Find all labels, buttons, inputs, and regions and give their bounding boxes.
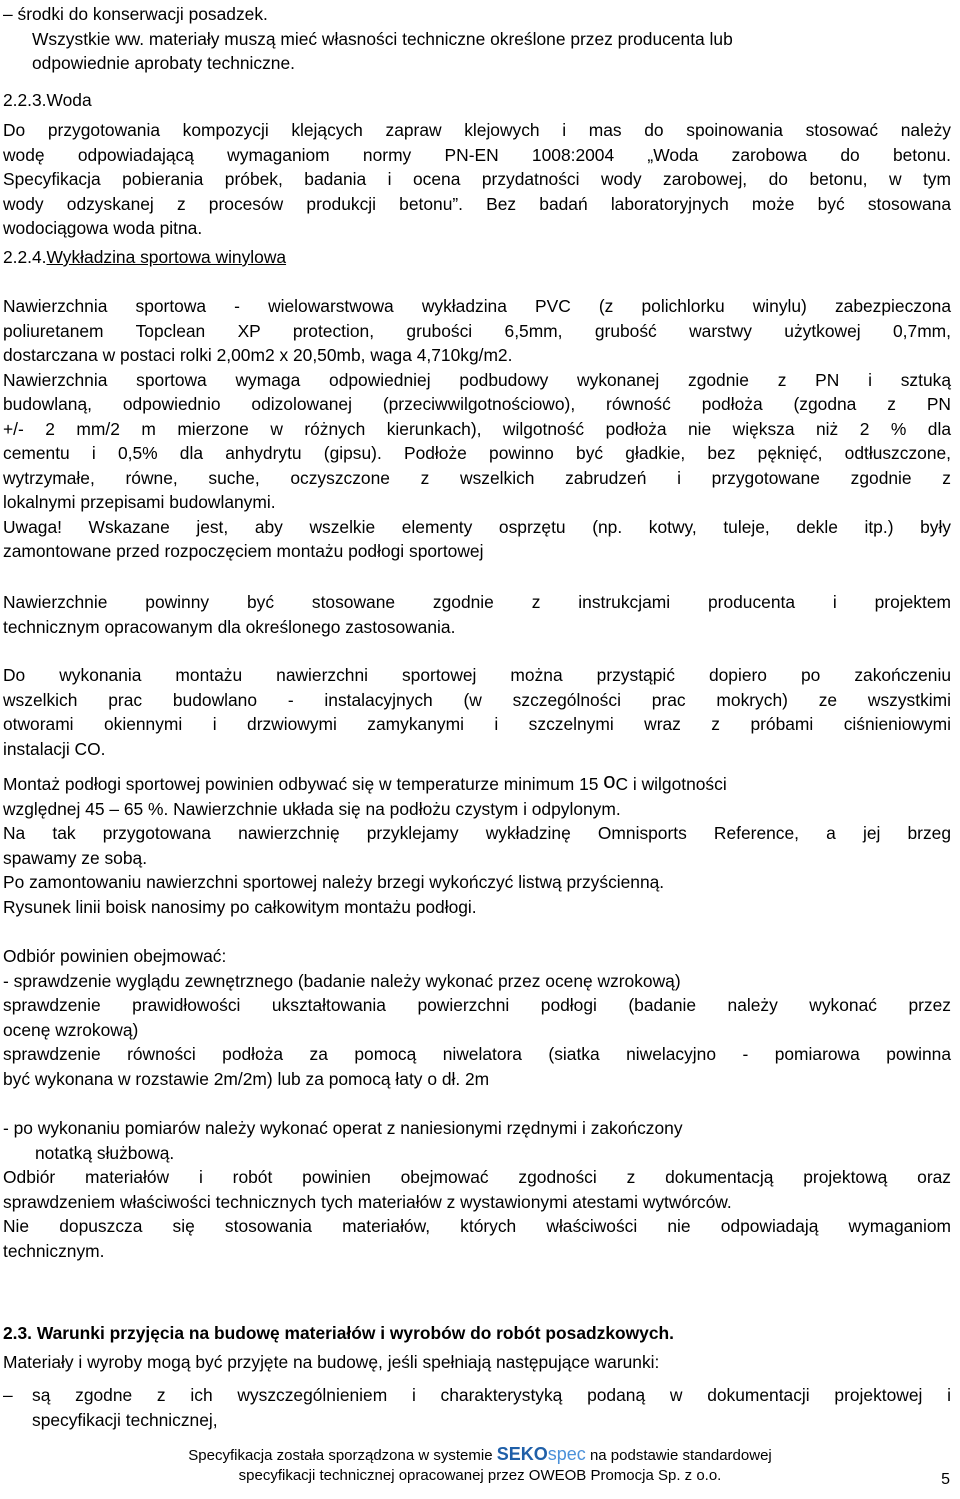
- paragraph-conditions: [3, 1350, 951, 1375]
- text-line: Po zamontowaniu nawierzchni sportowej należy brzegi wykończyć listwą przyścienną.: [3, 872, 665, 892]
- list-item: - po wykonaniu pomiarów należy wykonać operat z naniesionymi rzędnymi i zakończony: [3, 1118, 683, 1138]
- list-item: – środki do konserwacji posadzek.: [3, 4, 268, 24]
- text-line: +/- 2 mm/2 m mierzone w różnych kierunkach), wilgotność podłoża nie większa niż 2 % dla: [3, 418, 951, 439]
- text-line: Uwaga! Wskazane jest, aby wszelkie elementy osprzętu (np. kotwy, tuleje, dekle itp.) były: [3, 516, 951, 537]
- text-line: instalacji CO.: [3, 738, 106, 759]
- text-line: Nawierzchnie powinny być stosowane zgodnie z instrukcjami producenta i projektem: [3, 592, 951, 612]
- text-line: specyfikacji technicznej,: [32, 1409, 218, 1430]
- paragraph-materials: [3, 2, 951, 76]
- list-item: - sprawdzenie wyglądu zewnętrznego (badanie należy wykonać przez ocenę wzrokową): [3, 970, 681, 991]
- section-title: 2.3. Warunki przyjęcia na budowę materiałów i wyrobów do robót posadzkowych.: [3, 1323, 674, 1343]
- text-line: Na tak przygotowana nawierzchnię przyklejamy wykładzinę Omnisports Reference, a jej brzeg: [3, 823, 951, 843]
- text-line: Odbiór powinien obejmować:: [3, 946, 227, 966]
- list-conditions: [3, 1383, 951, 1432]
- text-line: ocenę wzrokową): [3, 1019, 139, 1040]
- text-line: wszelkich prac budowlano - instalacyjnych (w szczególności prac mokrych) ze wszystkimi: [3, 689, 951, 710]
- text-line: być wykonana w rozstawie 2m/2m) lub za pomocą łaty o dł. 2m: [3, 1068, 490, 1089]
- paragraph-temperature: [3, 768, 951, 919]
- section-title: Woda: [46, 90, 92, 110]
- paragraph-acceptance: [3, 944, 951, 1091]
- text-line: wytrzymałe, równe, suche, oczyszczone z wszelkich zabrudzeń i przygotowane zgodnie z: [3, 467, 951, 488]
- paragraph-measurements: [3, 1116, 951, 1165]
- section-number: 2.2.4.: [3, 247, 47, 267]
- text-line: Do wykonania montażu nawierzchni sportowej można przystąpić dopiero po zakończeniu: [3, 665, 951, 685]
- text-line: spawamy ze sobą.: [3, 847, 148, 868]
- text-line: Montaż podłogi sportowej powinien odbywać się w temperaturze minimum 15 $^o$C i wilgotności: [3, 768, 727, 794]
- text-line: względnej 45 – 65 %. Nawierzchnie układa się na podłożu czystym i odpylonym.: [3, 798, 621, 819]
- text-line: wody odzyskanej z procesów produkcji betonu”. Bez badań laboratoryjnych może być stosowana: [3, 193, 951, 214]
- text-line: budowlaną, odpowiednio odizolowanej (przeciwwilgotnościowo), równość podłoża (zgodna z PN: [3, 394, 951, 414]
- text-line: Nawierzchnia sportowa wymaga odpowiedniej podbudowy wykonanej zgodnie z PN i sztuką: [3, 369, 951, 390]
- text-line: notatką służbową.: [35, 1142, 175, 1163]
- text-line: lokalnymi przepisami budowlanymi.: [3, 492, 276, 512]
- paragraph-water: [3, 118, 951, 241]
- paragraph-conformity: [3, 1165, 951, 1263]
- list-dash: –: [3, 1385, 13, 1405]
- text-line: Rysunek linii boisk nanosimy po całkowitym montażu podłogi.: [3, 896, 477, 917]
- section-title: Wykładzina sportowa winylowa: [46, 247, 287, 267]
- list-item: są zgodne z ich wyszczególnieniem i charakterystyką podaną w dokumentacji projektowej i: [32, 1385, 951, 1405]
- text-line: technicznym.: [3, 1240, 105, 1261]
- text-line: Specyfikacja pobierania próbek, badania i ocena przydatności wody zarobowej, do betonu, w tym: [3, 169, 951, 189]
- text-line: cementu i 0,5% dla anhydrytu (gipsu). Podłoże powinno być gładkie, bez pęknięć, odtłuszczone,: [3, 443, 951, 463]
- page-footer: Specyfikacja została sporządzona w systemie SEKOspec na podstawie standardowej specyfikacji technicznej opracowanej przez OWEOB Promocja Sp. z o.o.: [188, 1444, 772, 1484]
- paragraph-flooring: [3, 294, 951, 564]
- paragraph-instructions: [3, 590, 951, 639]
- page-number: 5: [941, 1471, 950, 1488]
- paragraph-installation: [3, 663, 951, 761]
- text-line: sprawdzeniem właściwości technicznych tych materiałów z wystawionymi atestami wytwórców.: [3, 1191, 732, 1212]
- text-line: poliuretanem Topclean XP protection, grubości 6,5mm, grubość warstwy użytkowej 0,7mm,: [3, 320, 951, 341]
- text-line: Nawierzchnia sportowa - wielowarstwowa wykładzina PVC (z polichlorku winylu) zabezpieczona: [3, 296, 951, 316]
- text-line: sprawdzenie równości podłoża za pomocą niwelatora (siatka niwelacyjno - pomiarowa powinna: [3, 1044, 951, 1064]
- text-line: otworami okiennymi i drzwiowymi zamykanymi i szczelnymi wraz z próbami ciśnieniowymi: [3, 714, 951, 734]
- degree-superscript: o: [603, 768, 616, 793]
- text-line: Wszystkie ww. materiały muszą mieć własności techniczne określone przez producenta lub: [32, 28, 733, 49]
- text-line: Odbiór materiałów i robót powinien obejmować zgodności z dokumentacją projektową oraz: [3, 1167, 951, 1187]
- text-line: Nie dopuszcza się stosowania materiałów, których właściwości nie odpowiadają wymaganiom: [3, 1216, 951, 1236]
- text-line: Materiały i wyroby mogą być przyjęte na budowę, jeśli spełniają następujące warunki:: [3, 1352, 660, 1372]
- text-line: sprawdzenie prawidłowości ukształtowania powierzchni podłogi (badanie należy wykonać przez: [3, 995, 951, 1015]
- text-line: wodę odpowiadającą wymaganiom normy PN-EN 1008:2004 „Woda zarobowa do betonu.: [3, 144, 951, 165]
- section-heading-2-2-3: [3, 88, 951, 113]
- section-number: 2.2.3.: [3, 90, 47, 110]
- section-heading-2-2-4: [3, 245, 951, 270]
- section-heading-2-3: [3, 1321, 951, 1346]
- text-line: wodociągowa woda pitna.: [3, 218, 203, 238]
- text-line: odpowiednie aprobaty techniczne.: [32, 53, 295, 73]
- sekospec-logo: SEKOspec: [496, 1444, 586, 1464]
- text-line: zamontowane przed rozpoczęciem montażu podłogi sportowej: [3, 541, 484, 561]
- text-line: technicznym opracowanym dla określonego zastosowania.: [3, 616, 456, 637]
- text-line: Do przygotowania kompozycji klejących zapraw klejowych i mas do spoinowania stosować należy: [3, 120, 951, 140]
- text-line: dostarczana w postaci rolki 2,00m2 x 20,50mb, waga 4,710kg/m2.: [3, 345, 513, 365]
